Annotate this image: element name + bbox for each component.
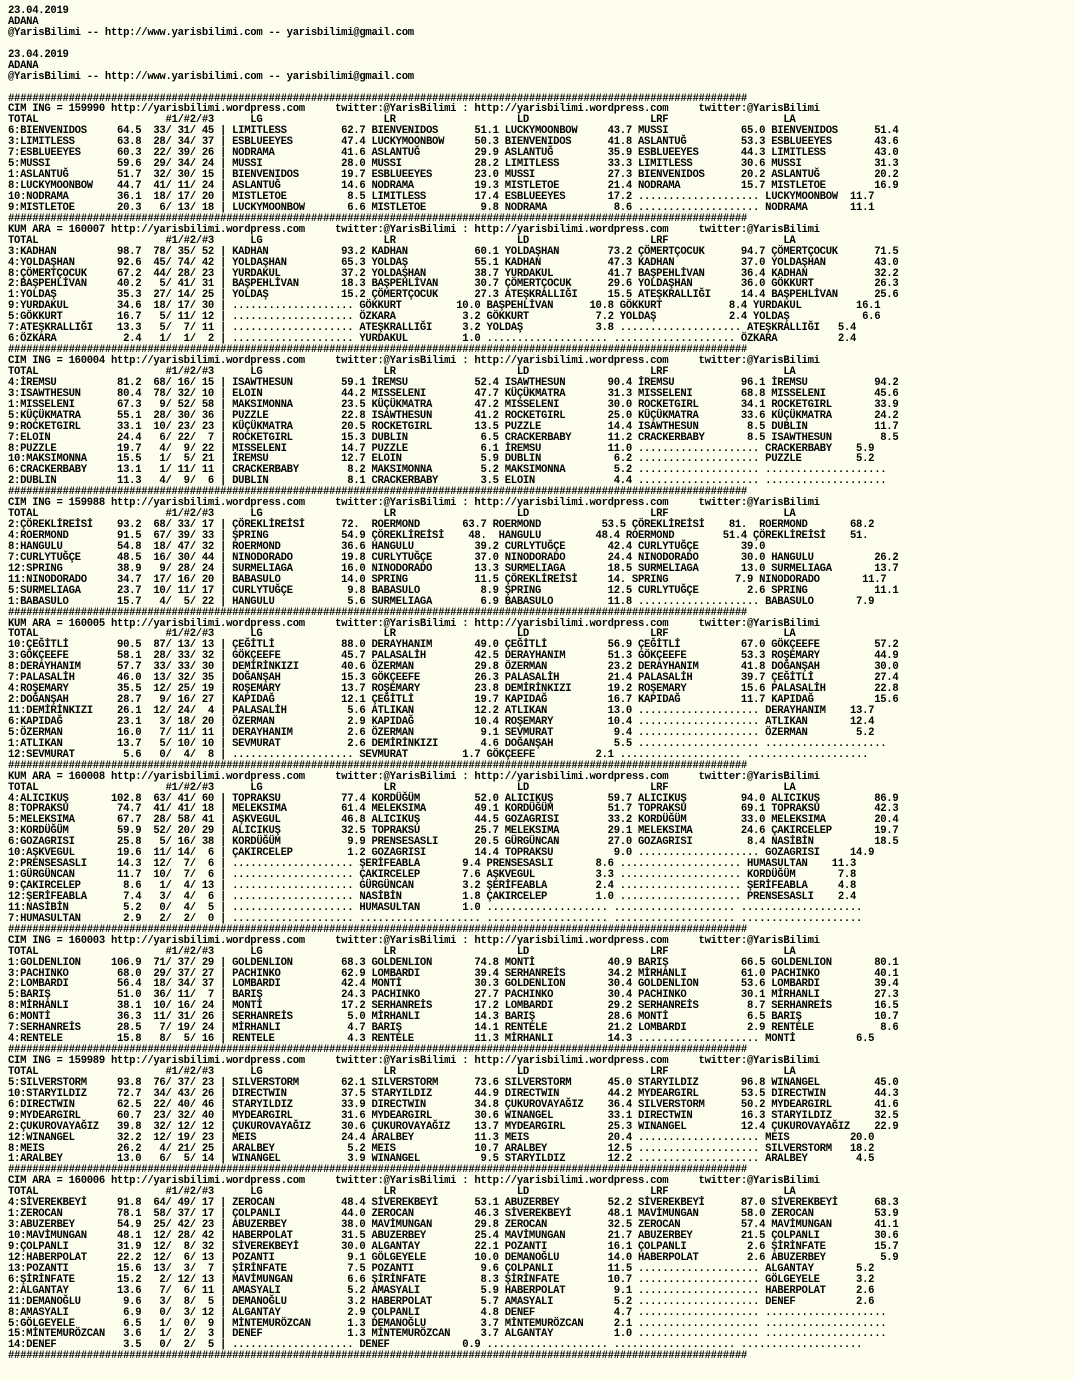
table-row: 11:NINODORADO 34.7 17/ 16/ 20 | BABASULO 14.0 SPRING 11.5 ÇÖREKLİREİSİ 14. SPRING 7.9 NINODORADO 11.7 — [8, 573, 887, 586]
table-row: 8:MİRHANLI 38.1 10/ 16/ 24 | MONTİ 17.2 SERHANREİS 17.2 LOMBARDI 29.2 SERHANREİS 8.7 SERHANREİS 16.5 — [8, 1000, 899, 1013]
blank-line — [8, 83, 1074, 94]
table-row: 11:NASİBİN 5.2 0/ 4/ 5 | .................... HUMASULTAN 1.0 .................... .................... .................... — [8, 901, 863, 914]
table-row: 7:ATEŞKRALLIĞI 13.3 5/ 7/ 11 | .................... ATEŞKRALLIĞI 3.2 YOLDAŞ 3.8 .................... ATEŞKRALLIĞI 5.4 — [8, 322, 857, 335]
table-row: 5:ÖZERMAN 16.0 7/ 11/ 11 | DERAYHANIM 2.6 ÖZERMAN 9.1 SEVMURAT 9.4 .................... ÖZERMAN 5.2 — [8, 726, 875, 739]
table-row: 5:GÖKKURT 16.7 5/ 11/ 12 | .................... ÖZKARA 3.2 GÖKKURT 7.2 YOLDAŞ 2.4 YOLDAŞ 6.6 — [8, 311, 881, 324]
blank-line — [8, 39, 1074, 50]
table-row: 4:YOLDAŞHAN 92.6 45/ 74/ 42 | YOLDAŞHAN 65.3 YOLDAŞ 55.1 KADHAN 47.3 KADHAN 37.0 YOLDAŞHAN 43.0 — [8, 256, 899, 269]
table-row: 11:DEMİRİNKIZI 26.1 12/ 24/ 4 | PALASALİH 5.6 ATLIKAN 12.2 ATLIKAN 13.0 .................... DERAYHANIM 13.7 — [8, 705, 875, 717]
table-row: 6:ÖZKARA 2.4 1/ 1/ 2 | .................... YURDAKUL 1.0 .................... .................... ÖZKARA 2.4 — [8, 333, 857, 346]
section-title: KUM ARA = 160005 http://yarisbilimi.wordpress.com twitter:@YarisBilimi : http://yarisbilimi.wordpress.com twitter:@YarisBilimi — [8, 617, 820, 630]
table-row: 7:PALASALİH 46.0 13/ 32/ 35 | DOĞANŞAH 15.3 GÖKÇEEFE 26.3 PALASALİH 21.4 PALASALİH 39.7 ÇEĞİTLİ 27.4 — [8, 672, 899, 685]
table-row: 1:YOLDAŞ 35.3 27/ 14/ 25 | YOLDAŞ 15.2 ÇÖMERTÇOCUK 27.3 ATEŞKRALLIĞI 15.5 ATEŞKRALLIĞI 14.4 BAŞPEHLİVAN 25.6 — [8, 289, 899, 302]
table-row: 9:ROCKETGIRL 33.1 10/ 23/ 23 | KÜÇÜKMATRA 20.5 ROCKETGIRL 13.5 PUZZLE 14.4 ISAWTHESUN 8.5 DUBLIN 11.7 — [8, 420, 899, 433]
section-column-header: TOTAL #1/#2/#3 LG LR LD LRF LA — [8, 1065, 796, 1078]
table-row: 8:ÇÖMERTÇOCUK 67.2 44/ 28/ 23 | YURDAKUL 37.2 YOLDAŞHAN 38.7 YURDAKUL 41.7 BAŞPEHLİVAN 36.4 KADHAN 32.2 — [8, 267, 899, 280]
table-row: 6:ŞİRİNFATE 15.2 2/ 12/ 13 | MAVİMUNGAN 6.6 ŞİRİNFATE 8.3 ŞİRİNFATE 10.7 .................... GÖLGEYELE 3.2 — [8, 1273, 875, 1286]
separator-line: ########################################################################################################################## — [8, 606, 747, 619]
table-row: 4:ALICIKUŞ 102.8 63/ 41/ 60 | TOPRAKSU 77.4 KORDÜĞÜM 52.0 ALICIKUŞ 59.7 ALICIKUŞ 94.0 ALICIKUŞ 86.9 — [8, 792, 899, 805]
table-row: 8:MEIS 26.2 4/ 21/ 25 | ARALBEY 5.2 MEIS 10.7 ARALBEY 12.5 .................... SILVERSTORM 18.2 — [8, 1142, 875, 1155]
table-row: 8:TOPRAKSU 74.7 41/ 41/ 18 | MELEKSIMA 61.4 MELEKSIMA 49.1 KORDÜĞÜM 51.7 TOPRAKSU 69.1 TOPRAKSU 42.3 — [8, 803, 899, 816]
table-row: 3:ABUZERBEY 54.9 25/ 42/ 23 | ABUZERBEY 38.0 MAVİMUNGAN 29.8 ZEROCAN 32.5 ZEROCAN 57.4 MAVİMUNGAN 41.1 — [8, 1219, 899, 1232]
header-line: @YarisBilimi -- http://www.yarisbilimi.com -- yarisbilimi@gmail.com — [8, 70, 414, 83]
table-row: 7:SERHANREİS 28.5 7/ 19/ 24 | MİRHANLI 4.7 BARIŞ 14.1 RENTELE 21.2 LOMBARDI 2.9 RENTELE 8.6 — [8, 1022, 899, 1035]
section-column-header: TOTAL #1/#2/#3 LG LR LD LRF LA — [8, 234, 796, 247]
table-row: 12:ŞERİFEABLA 7.4 3/ 4/ 6 | .................... NASİBİN 1.8 ÇAKIRCELEP 1.0 .................... PRENSESASLI 2.4 — [8, 890, 857, 903]
table-row: 2:BAŞPEHLİVAN 40.2 5/ 41/ 31 | BAŞPEHLİVAN 18.3 BAŞPEHLİVAN 30.7 ÇÖMERTÇOCUK 29.6 YOLDAŞHAN 36.0 GÖKKURT 26.3 — [8, 278, 899, 291]
table-row: 12:WINANGEL 32.2 12/ 19/ 23 | MEIS 24.4 ARALBEY 11.3 MEIS 20.4 .................... MEIS 20.0 — [8, 1131, 875, 1144]
separator-line: ########################################################################################################################## — [8, 759, 747, 772]
table-row: 1:GÜRGÜNCAN 11.7 10/ 7/ 6 | .................... ÇAKIRCELEP 7.6 AŞKVEGUL 3.3 .................... KORDÜĞÜM 7.8 — [8, 869, 857, 882]
table-row: 2:LOMBARDI 56.4 18/ 34/ 37 | LOMBARDI 42.4 MONTİ 30.3 GOLDENLION 30.4 GOLDENLION 53.6 LOMBARDI 39.4 — [8, 978, 899, 991]
table-row: 10:AŞKVEGUL 19.6 11/ 14/ 6 | ÇAKIRCELEP 1.2 GOZAGRISI 14.4 TOPRAKSU 9.0 .................... GOZAGRISI 14.9 — [8, 847, 875, 860]
table-row: 2:ÇÖREKLİREİSİ 93.2 68/ 33/ 17 | ÇÖREKLİREİSİ 72. ROERMOND 63.7 ROERMOND 53.5 ÇÖREKLİREİSİ 81. ROERMOND 68.2 — [8, 519, 875, 532]
table-row: 1:ZEROCAN 78.1 58/ 37/ 17 | ÇOLPANLI 44.0 ZEROCAN 46.3 SİVEREKBEYİ 48.1 MAVİMUNGAN 58.0 ZEROCAN 53.9 — [8, 1208, 899, 1221]
header-line: ADANA — [8, 15, 39, 28]
table-row: 6:BIENVENIDOS 64.5 33/ 31/ 45 | LIMITLESS 62.7 BIENVENIDOS 51.1 LUCKYMOONBOW 43.7 MUSSI 65.0 BIENVENIDOS 51.4 — [8, 125, 899, 138]
table-row: 2:ÇUKUROVAYAĞIZ 39.8 32/ 12/ 12 | ÇUKUROVAYAĞIZ 30.6 ÇUKUROVAYAĞIZ 13.7 MYDEARGIRL 25.3 WINANGEL 12.4 ÇUKUROVAYAĞIZ 22.9 — [8, 1120, 899, 1133]
table-row: 5:MUSSI 59.6 29/ 34/ 24 | MUSSI 28.0 MUSSI 28.2 LIMITLESS 33.3 LIMITLESS 30.6 MUSSI 31.3 — [8, 158, 899, 171]
separator-line: ########################################################################################################################## — [8, 1044, 747, 1057]
table-row: 2:DOĞANŞAH 28.7 9/ 16/ 27 | KAPIDAĞ 12.1 ÇEĞİTLİ 19.7 KAPIDAĞ 16.7 KAPIDAĞ 11.7 KAPIDAĞ 15.6 — [8, 694, 899, 707]
section-title: CIM ING = 160003 http://yarisbilimi.wordpress.com twitter:@YarisBilimi : http://yarisbilimi.wordpress.com twitter:@YarisBilimi — [8, 934, 820, 947]
table-row: 10:MAKSIMONNA 15.5 1/ 5/ 21 | İREMSU 12.7 ELOIN 5.9 DUBLIN 6.2 .................... PUZZLE 5.2 — [8, 453, 875, 466]
section-column-header: TOTAL #1/#2/#3 LG LR LD LRF LA — [8, 628, 796, 641]
table-row: 5:BARIŞ 51.0 36/ 11/ 7 | BARIŞ 24.3 PACHINKO 27.7 PACHINKO 30.4 PACHINKO 30.1 MİRHANLI 27.3 — [8, 989, 899, 1002]
table-row: 13:POZANTI 15.6 13/ 3/ 7 | ŞİRİNFATE 7.5 POZANTI 9.6 ÇOLPANLI 11.5 .................... ALGANTAY 5.2 — [8, 1262, 875, 1275]
header-line: ADANA — [8, 59, 39, 72]
header-line: 23.04.2019 — [8, 5, 69, 17]
table-row: 8:HANGULU 54.8 18/ 47/ 32 | ROERMOND 36.6 HANGULU 39.2 CURLYTUĞÇE 42.4 CURLYTUĞÇE 39.0 — [8, 540, 766, 553]
table-row: 8:LUCKYMOONBOW 44.7 41/ 11/ 24 | ASLANTUĞ 14.6 NODRAMA 19.3 MISTLETOE 21.4 NODRAMA 15.7 MISTLETOE 16.9 — [8, 180, 899, 192]
table-row: 3:KADHAN 98.7 78/ 35/ 52 | KADHAN 93.2 KADHAN 60.1 YOLDAŞHAN 73.2 ÇÖMERTÇOCUK 94.7 ÇÖMERTÇOCUK 71.5 — [8, 245, 899, 258]
section-title: CIM ING = 159990 http://yarisbilimi.wordpress.com twitter:@YarisBilimi : http://yarisbilimi.wordpress.com twitter:@YarisBilimi — [8, 103, 820, 116]
table-row: 3:PACHINKO 68.0 29/ 37/ 27 | PACHINKO 62.9 LOMBARDI 39.4 SERHANREİS 34.2 MİRHANLI 61.0 PACHINKO 40.1 — [8, 967, 899, 980]
section-title: KUM ARA = 160008 http://yarisbilimi.wordpress.com twitter:@YarisBilimi : http://yarisbilimi.wordpress.com twitter:@YarisBilimi — [8, 770, 820, 783]
table-row: 4:ROERMOND 91.5 67/ 39/ 33 | ŞPRING 54.9 ÇÖREKLİREİSİ 48. HANGULU 48.4 ROERMOND 51.4 ÇÖREKLİREİSİ 51. — [8, 530, 869, 542]
table-row: 3:LIMITLESS 63.8 28/ 34/ 37 | ESBLUEEYES 47.4 LUCKYMOONBOW 50.3 BIENVENIDOS 41.8 ASLANTUĞ 53.3 ESBLUEEYES 43.6 — [8, 136, 899, 149]
section-title: CIM ARA = 160006 http://yarisbilimi.wordpress.com twitter:@YarisBilimi : http://yarisbilimi.wordpress.com twitter:@YarisBilimi — [8, 1175, 820, 1188]
table-row: 9:ÇAKIRCELEP 8.6 1/ 4/ 13 | .................... GÜRGÜNCAN 3.2 ŞERİFEABLA 2.4 .................... ŞERİFEABLA 4.8 — [8, 880, 857, 892]
table-row: 8:AMASYALI 6.9 0/ 3/ 12 | ALGANTAY 2.9 ÇOLPANLI 4.8 DENEF 4.7 .................... .................... — [8, 1306, 887, 1319]
separator-line: ########################################################################################################################## — [8, 1350, 747, 1363]
table-row: 4:RENTELE 15.8 8/ 5/ 16 | RENTELE 4.3 RENTELE 11.3 MİRHANLI 14.3 .................... MONTİ 6.5 — [8, 1033, 875, 1046]
table-row: 5:SILVERSTORM 93.8 76/ 37/ 23 | SILVERSTORM 62.1 SILVERSTORM 73.6 SILVERSTORM 45.0 STARYILDIZ 96.8 WINANGEL 45.0 — [8, 1076, 899, 1089]
separator-line: ########################################################################################################################## — [8, 212, 747, 225]
section-title: CIM ING = 159988 http://yarisbilimi.wordpress.com twitter:@YarisBilimi : http://yarisbilimi.wordpress.com twitter:@YarisBilimi — [8, 497, 820, 510]
table-row: 2:PRENSESASLI 14.3 12/ 7/ 6 | .................... ŞERİFEABLA 9.4 PRENSESASLI 8.6 .................... HUMASULTAN 11.3 — [8, 858, 857, 871]
table-row: 12:HABERPOLAT 22.2 12/ 6/ 13 | POZANTI 9.1 GÖLGEYELE 10.0 DEMANOĞLU 14.0 HABERPOLAT 2.6 ABUZERBEY 5.9 — [8, 1251, 899, 1264]
section-title: CIM ING = 159989 http://yarisbilimi.wordpress.com twitter:@YarisBilimi : http://yarisbilimi.wordpress.com twitter:@YarisBilimi — [8, 1055, 820, 1067]
table-row: 7:ELOIN 24.4 6/ 22/ 7 | ROCKETGIRL 15.3 DUBLIN 6.5 CRACKERBABY 11.2 CRACKERBABY 8.5 ISAWTHESUN 8.5 — [8, 431, 899, 444]
table-row: 9:MISTLETOE 20.3 6/ 13/ 18 | LUCKYMOONBOW 6.6 MISTLETOE 9.8 NODRAMA 8.6 .................... NODRAMA 11.1 — [8, 201, 875, 214]
table-row: 5:SURMELIAGA 23.7 10/ 11/ 17 | CURLYTUĞÇE 9.8 BABASULO 8.9 ŞPRING 12.5 CURLYTUĞÇE 2.6 SPRING 11.1 — [8, 584, 899, 597]
table-row: 1:BABASULO 15.7 4/ 5/ 22 | HANGULU 5.6 SURMELIAGA 6.9 BABASULO 11.8 .................... BABASULO 7.9 — [8, 595, 875, 608]
table-row: 8:DERAYHANIM 57.7 33/ 33/ 30 | DEMİRİNKIZI 40.6 ÖZERMAN 29.8 ÖZERMAN 23.2 DERAYHANIM 41.8 DOĞANŞAH 30.0 — [8, 661, 899, 674]
table-row: 12:SPRING 38.9 9/ 28/ 24 | SURMELIAGA 16.0 NINODORADO 13.3 SURMELIAGA 18.5 SURMELIAGA 13.0 SURMELIAGA 13.7 — [8, 562, 899, 575]
table-row: 11:DEMANOĞLU 9.6 3/ 8/ 5 | DEMANOĞLU 3.2 HABERPOLAT 5.7 AMASYALI 5.2 .................... DENEF 2.6 — [8, 1295, 875, 1308]
table-row: 5:MELEKSIMA 67.7 28/ 58/ 41 | AŞKVEGUL 46.8 ALICIKUŞ 44.5 GOZAGRISI 33.2 KORDÜĞÜM 33.0 MELEKSIMA 20.4 — [8, 814, 899, 827]
table-row: 1:ARALBEY 13.0 6/ 5/ 14 | WINANGEL 3.9 WINANGEL 9.5 STARYILDIZ 12.2 .................... ARALBEY 4.5 — [8, 1153, 875, 1166]
table-row: 10:STARYILDIZ 72.7 34/ 43/ 26 | DIRECTWIN 37.5 STARYILDIZ 44.9 DIRECTWIN 44.2 MYDEARGIRL 53.5 DIRECTWIN 44.3 — [8, 1087, 899, 1100]
table-row: 5:GÖLGEYELE 6.5 1/ 0/ 9 | MİNTEMURÖZCAN 1.3 DEMANOĞLU 3.7 MİNTEMURÖZCAN 2.1 .................... .................... — [8, 1317, 887, 1330]
section-column-header: TOTAL #1/#2/#3 LG LR LD LRF LA — [8, 945, 796, 958]
table-row: 7:HUMASULTAN 2.9 2/ 2/ 0 | .................... .................... .................... .................... .................... — [8, 912, 863, 925]
table-row: 4:ROŞEMARY 35.5 12/ 25/ 19 | ROŞEMARY 13.7 ROŞEMARY 23.8 DEMİRİNKIZI 19.2 ROŞEMARY 15.6 PALASALİH 22.8 — [8, 683, 899, 696]
section-title: KUM ARA = 160007 http://yarisbilimi.wordpress.com twitter:@YarisBilimi : http://yarisbilimi.wordpress.com twitter:@YarisBilimi — [8, 223, 820, 236]
table-row: 10:MAVİMUNGAN 48.1 12/ 28/ 42 | HABERPOLAT 31.5 ABUZERBEY 25.4 MAVİMUNGAN 21.7 ABUZERBEY 21.5 ÇOLPANLI 30.6 — [8, 1230, 899, 1242]
table-row: 14:DENEF 3.5 0/ 2/ 5 | .................... DENEF 0.9 .................... .................... .................... — [8, 1339, 863, 1352]
table-row: 3:GÖKÇEEFE 58.1 28/ 33/ 32 | GÖKÇEEFE 45.7 PALASALİH 42.5 DERAYHANIM 51.3 GÖKÇEEFE 53.3 ROŞEMARY 44.9 — [8, 650, 899, 663]
table-row: 9:MYDEARGIRL 60.7 23/ 32/ 40 | MYDEARGIRL 31.6 MYDEARGIRL 30.6 WINANGEL 33.1 DIRECTWIN 16.3 STARYILDIZ 32.5 — [8, 1109, 899, 1122]
table-row: 1:GOLDENLION 106.9 71/ 37/ 29 | GOLDENLION 68.3 GOLDENLION 74.8 MONTİ 40.9 BARIŞ 66.5 GOLDENLION 80.1 — [8, 956, 899, 969]
section-column-header: TOTAL #1/#2/#3 LG LR LD LRF LA — [8, 1186, 796, 1199]
table-row: 9:ÇOLPANLI 31.9 12/ 8/ 32 | SİVEREKBEYİ 30.0 ALGANTAY 22.1 POZANTI 16.1 ÇOLPANLI 2.6 ŞİRİNFATE 15.7 — [8, 1240, 899, 1253]
table-row: 1:MISSELENI 67.3 9/ 52/ 58 | MAKSIMONNA 23.5 KÜÇÜKMATRA 47.2 MISSELENI 30.0 ROCKETGIRL 34.1 ROCKETGIRL 33.9 — [8, 398, 899, 411]
table-row: 15:MİNTEMURÖZCAN 3.6 1/ 2/ 3 | DENEF 1.3 MİNTEMURÖZCAN 3.7 ALGANTAY 1.0 .................... .................... — [8, 1328, 887, 1341]
table-row: 3:KORDÜĞÜM 59.9 52/ 20/ 29 | ALICIKUŞ 32.5 TOPRAKSU 25.7 MELEKSIMA 29.1 MELEKSIMA 24.6 ÇAKIRCELEP 19.7 — [8, 825, 899, 838]
table-row: 10:NODRAMA 36.1 18/ 17/ 20 | MISTLETOE 8.5 LIMITLESS 17.4 ESBLUEEYES 17.2 .................... LUCKYMOONBOW 11.7 — [8, 190, 875, 203]
table-row: 3:ISAWTHESUN 80.4 78/ 32/ 10 | ELOIN 44.2 MISSELENI 47.7 KÜÇÜKMATRA 31.3 MISSELENI 68.8 MISSELENI 45.6 — [8, 387, 899, 400]
table-row: 10:ÇEĞİTLİ 90.5 87/ 13/ 13 | ÇEĞİTLİ 88.0 DERAYHANIM 49.0 ÇEĞİTLİ 56.9 ÇEĞİTLİ 67.0 GÖKÇEEFE 57.2 — [8, 639, 899, 652]
separator-line: ########################################################################################################################## — [8, 923, 747, 936]
table-row: 4:SİVEREKBEYİ 91.8 64/ 49/ 17 | ZEROCAN 48.4 SİVEREKBEYİ 53.1 ABUZERBEY 52.2 SİVEREKBEYİ 87.0 SİVEREKBEYİ 68.3 — [8, 1197, 899, 1210]
separator-line: ########################################################################################################################## — [8, 92, 747, 105]
table-row: 5:KÜÇÜKMATRA 55.1 28/ 30/ 36 | PUZZLE 22.8 ISAWTHESUN 41.2 ROCKETGIRL 25.0 KÜÇÜKMATRA 33.6 KÜÇÜKMATRA 24.2 — [8, 409, 899, 422]
table-row: 2:DUBLIN 11.3 4/ 9/ 6 | DUBLIN 8.1 CRACKERBABY 3.5 ELOIN 4.4 .................... .................... — [8, 475, 887, 488]
separator-line: ########################################################################################################################## — [8, 1164, 747, 1177]
section-column-header: TOTAL #1/#2/#3 LG LR LD LRF LA — [8, 365, 796, 378]
table-row: 9:YURDAKUL 34.6 18/ 17/ 30 | .................... GÖKKURT 10.0 BAŞPEHLİVAN 10.8 GÖKKURT 8.4 YURDAKUL 16.1 — [8, 300, 881, 313]
table-row: 6:GOZAGRISI 25.8 5/ 16/ 38 | KORDÜĞÜM 9.9 PRENSESASLI 20.5 GÜRGÜNCAN 27.0 GOZAGRISI 8.4 NASİBİN 18.5 — [8, 836, 899, 849]
table-row: 7:CURLYTUĞÇE 48.5 16/ 30/ 44 | NINODORADO 19.8 CURLYTUĞÇE 37.0 NINODORADO 24.4 NINODORADO 30.0 HANGULU 26.2 — [8, 551, 899, 564]
section-column-header: TOTAL #1/#2/#3 LG LR LD LRF LA — [8, 114, 796, 127]
table-row: 12:SEVMURAT 5.6 0/ 4/ 8 | .................... SEVMURAT 1.7 GÖKÇEEFE 2.1 .................... .................... — [8, 748, 869, 761]
table-row: 6:DIRECTWIN 62.5 22/ 40/ 46 | STARYILDIZ 33.9 DIRECTWIN 34.8 ÇUKUROVAYAĞIZ 36.4 SILVERSTORM 50.2 MYDEARGIRL 41.6 — [8, 1098, 899, 1111]
header-line: @YarisBilimi -- http://www.yarisbilimi.com -- yarisbilimi@gmail.com — [8, 26, 414, 39]
header-line: 23.04.2019 — [8, 48, 69, 61]
table-row: 1:ASLANTUĞ 51.7 32/ 30/ 15 | BIENVENIDOS 19.7 ESBLUEEYES 23.0 MUSSI 27.3 BIENVENIDOS 20.2 ASLANTUĞ 20.2 — [8, 169, 899, 182]
table-row: 7:ESBLUEEYES 60.3 22/ 39/ 26 | NODRAMA 41.6 ASLANTUĞ 29.9 ASLANTUĞ 35.9 ESBLUEEYES 44.3 LIMITLESS 43.0 — [8, 147, 899, 160]
separator-line: ########################################################################################################################## — [8, 344, 747, 357]
section-column-header: TOTAL #1/#2/#3 LG LR LD LRF LA — [8, 508, 796, 521]
table-row: 6:CRACKERBABY 13.1 1/ 11/ 11 | CRACKERBABY 8.2 MAKSIMONNA 5.2 MAKSIMONNA 5.2 .................... .................... — [8, 464, 887, 477]
separator-line: ########################################################################################################################## — [8, 486, 747, 499]
table-row: 6:MONTİ 36.3 11/ 31/ 26 | SERHANREİS 5.0 MİRHANLI 14.3 BARIŞ 28.6 MONTİ 6.5 BARIŞ 10.7 — [8, 1011, 899, 1024]
section-title: CIM ING = 160004 http://yarisbilimi.wordpress.com twitter:@YarisBilimi : http://yarisbilimi.wordpress.com twitter:@YarisBilimi — [8, 355, 820, 367]
table-row: 6:KAPIDAĞ 23.1 3/ 18/ 20 | ÖZERMAN 2.9 KAPIDAĞ 10.4 ROŞEMARY 10.4 .................... ATLIKAN 12.4 — [8, 715, 875, 728]
table-row: 2:ALGANTAY 13.6 7/ 6/ 11 | AMASYALI 5.2 AMASYALI 5.9 HABERPOLAT 9.1 .................... HABERPOLAT 2.6 — [8, 1284, 875, 1297]
table-row: 4:İREMSU 81.2 68/ 16/ 15 | ISAWTHESUN 59.1 İREMSU 52.4 ISAWTHESUN 90.4 İREMSU 96.1 İREMSU 94.2 — [8, 376, 899, 389]
table-row: 8:PUZZLE 19.7 4/ 9/ 22 | MISSELENI 14.7 PUZZLE 6.1 İREMSU 11.0 .................... CRACKERBABY 5.9 — [8, 442, 875, 455]
table-row: 1:ATLIKAN 13.7 5/ 10/ 10 | SEVMURAT 2.6 DEMİRİNKIZI 4.6 DOĞANŞAH 5.5 .................... .................... — [8, 737, 887, 750]
section-column-header: TOTAL #1/#2/#3 LG LR LD LRF LA — [8, 781, 796, 794]
